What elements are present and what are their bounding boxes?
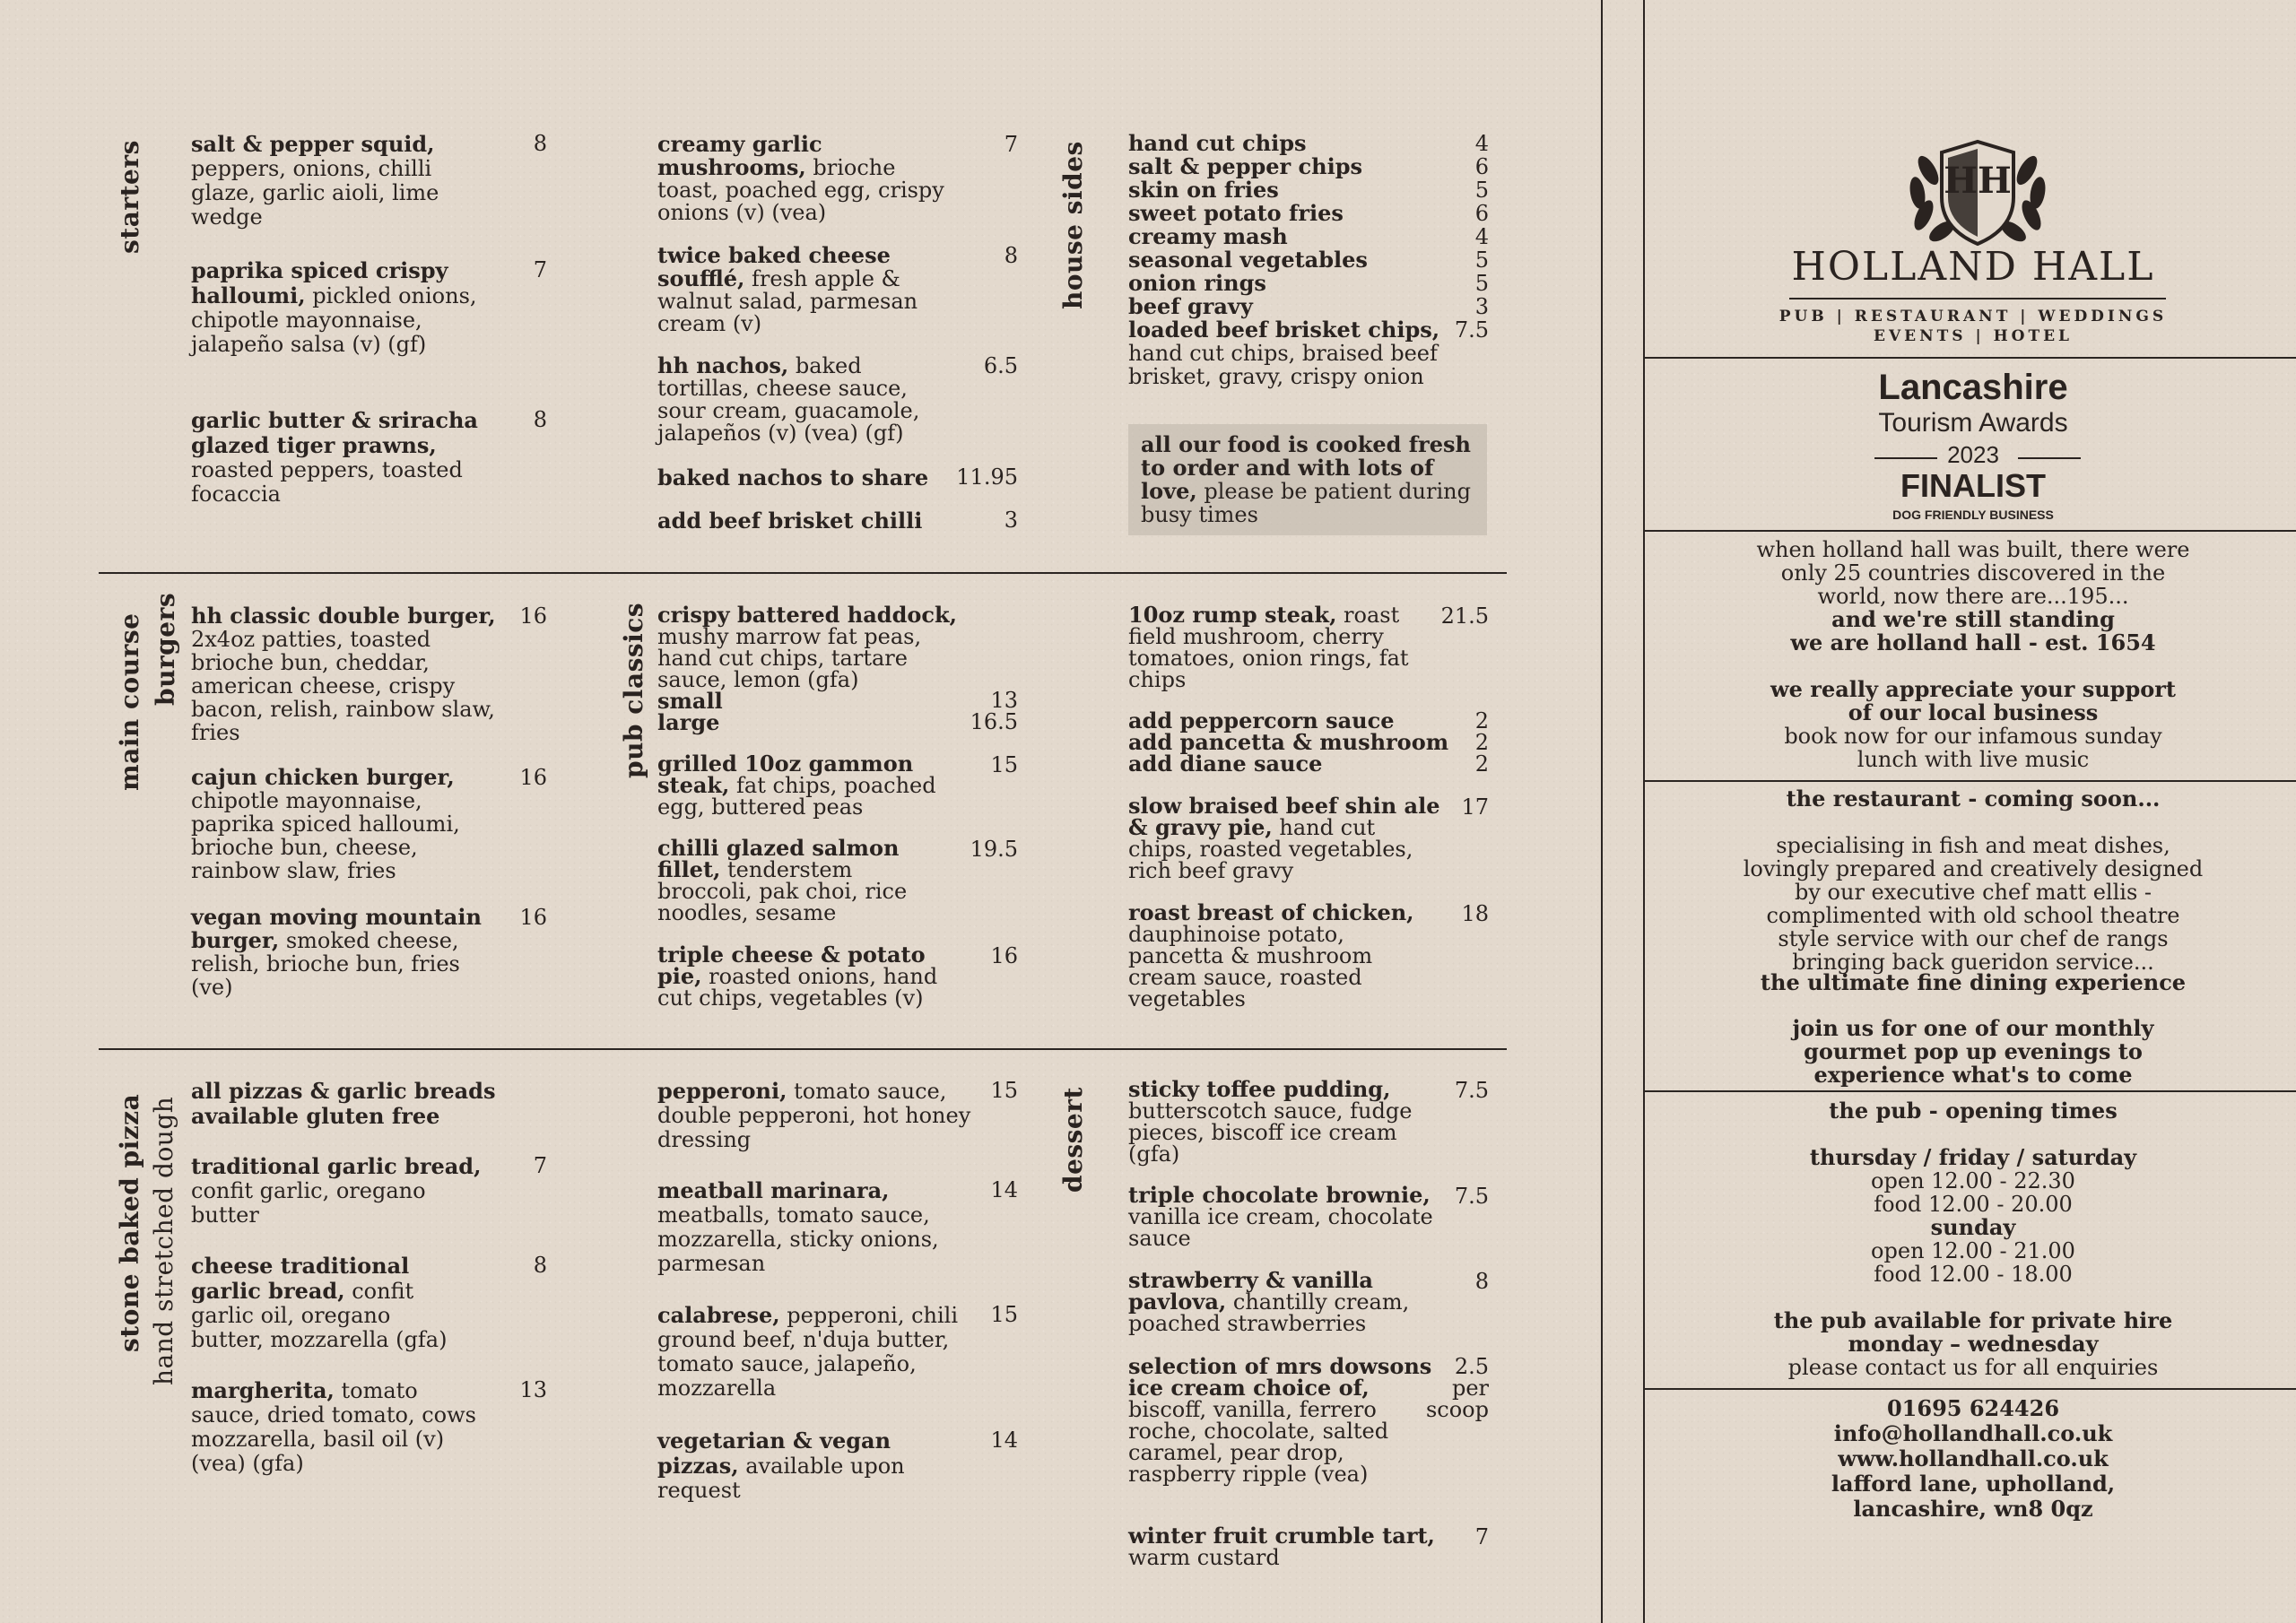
menu-item: small <box>657 688 723 714</box>
side-item: salt & pepper chips <box>1128 153 1362 179</box>
item-price: 15 <box>990 1302 1018 1327</box>
private-hire: the pub available for private hire <box>1773 1307 2173 1333</box>
menu-item: calabrese, pepperoni, chili ground beef, n'duja butter, tomato sauce, jalapeño, mozzarella <box>657 1302 959 1401</box>
item-price: 2 <box>1474 730 1489 755</box>
award-category: DOG FRIENDLY BUSINESS <box>1892 508 2054 522</box>
menu-item: strawberry & vanilla pavlova, chantilly cream, poached strawberries <box>1128 1267 1410 1336</box>
side-item: sweet potato fries <box>1128 200 1344 226</box>
menu-item: vegetarian & vegan pizzas, available upon request <box>657 1428 905 1503</box>
item-price: 13 <box>990 688 1018 713</box>
popup-evenings: join us for one of our monthly gourmet pop up evenings to experience what's to come <box>1792 1015 2154 1088</box>
item-price: 3 <box>1474 294 1489 319</box>
item-price: 2.5 per scoop <box>1425 1354 1489 1422</box>
pub-open-1: open 12.00 - 22.30 <box>1871 1168 2075 1193</box>
section-hand-stretched-dough: hand stretched dough <box>149 1096 178 1385</box>
side-item: skin on fries <box>1128 177 1279 203</box>
menu-item: triple cheese & potato pie, roasted onions, hand cut chips, vegetables (v) <box>657 942 938 1011</box>
menu-item: traditional garlic bread, confit garlic, oregano butter <box>191 1153 482 1228</box>
sauce-item: add pancetta & mushroom <box>1128 729 1449 755</box>
menu-item: cajun chicken burger, chipotle mayonnaise, paprika spiced halloumi, brioche bun, cheese, rainbow slaw, fries <box>191 764 460 883</box>
fold-line-right <box>1643 0 1645 1623</box>
address-line-1: lafford lane, upholland, <box>1831 1471 2116 1497</box>
pub-food-1: food 12.00 - 20.00 <box>1874 1192 2073 1217</box>
menu-item: winter fruit crumble tart, warm custard <box>1128 1523 1435 1570</box>
menu-item: grilled 10oz gammon steak, fat chips, poached egg, buttered peas <box>657 751 936 820</box>
item-price: 7 <box>533 257 547 282</box>
item-price: 16 <box>519 905 547 930</box>
fold-line-left <box>1601 0 1603 1623</box>
side-item: seasonal vegetables <box>1128 247 1368 273</box>
menu-item: meatball marinara, meatballs, tomato sauce, mozzarella, sticky onions, parmesan <box>657 1177 939 1276</box>
section-dessert: dessert <box>1058 1087 1088 1193</box>
item-price: 14 <box>990 1177 1018 1202</box>
menu-item: sticky toffee pudding, butterscotch sauce, fudge pieces, biscoff ice cream (gfa) <box>1128 1076 1413 1167</box>
crest-letters: HH <box>1944 160 2012 202</box>
item-price: 16 <box>519 765 547 790</box>
website-link[interactable]: www.hollandhall.co.uk <box>1838 1445 2109 1471</box>
divider-mains-pizza <box>99 1048 1507 1050</box>
panel-divider <box>1645 1090 2296 1092</box>
item-price: 7 <box>1004 132 1018 157</box>
menu-item: loaded beef brisket chips, hand cut chips, braised beef brisket, gravy, crispy onion <box>1128 317 1440 389</box>
phone-number[interactable]: 01695 624426 <box>1886 1395 2060 1421</box>
side-item: beef gravy <box>1128 293 1253 319</box>
pub-food-2: food 12.00 - 18.00 <box>1874 1262 2073 1287</box>
brand-tagline-2: EVENTS | HOTEL <box>1873 327 2074 345</box>
item-price: 7.5 <box>1454 1078 1489 1103</box>
menu-item: crispy battered haddock, mushy marrow fat peas, hand cut chips, tartare sauce, lemon (gfa) <box>657 602 957 692</box>
item-price: 8 <box>1474 1269 1489 1294</box>
section-stone-baked-pizza: stone baked pizza <box>115 1093 144 1352</box>
panel-divider <box>1645 780 2296 782</box>
brand-tagline-1: PUB | RESTAURANT | WEDDINGS <box>1779 308 2168 325</box>
address-line-2: lancashire, wn8 0qz <box>1853 1496 2093 1522</box>
menu-item: slow braised beef shin ale & gravy pie, hand cut chips, roasted vegetables, rich beef gravy <box>1128 793 1440 883</box>
side-item: onion rings <box>1128 270 1266 296</box>
item-price: 18 <box>1461 901 1489 926</box>
item-price: 16 <box>990 943 1018 968</box>
item-price: 13 <box>519 1377 547 1402</box>
menu-item: all pizzas & garlic breads available gluten free <box>191 1078 496 1129</box>
item-price: 15 <box>990 752 1018 777</box>
item-price: 3 <box>1004 508 1018 533</box>
item-price: 7 <box>1474 1524 1489 1549</box>
item-price: 6 <box>1474 154 1489 179</box>
item-price: 6.5 <box>983 353 1018 378</box>
panel-divider <box>1645 357 2296 359</box>
menu-item: paprika spiced crispy halloumi, pickled onions, chipotle mayonnaise, jalapeño salsa (v) (gf) <box>191 257 477 357</box>
section-pub-classics: pub classics <box>619 602 648 778</box>
side-item: hand cut chips <box>1128 130 1307 156</box>
section-main-course: main course <box>115 612 144 791</box>
fresh-food-note: all our food is cooked fresh to order and with lots of love, please be patient during busy times <box>1128 424 1487 535</box>
award-lancashire: Lancashire <box>1878 368 2068 407</box>
restaurant-title: the restaurant - coming soon... <box>1786 785 2161 812</box>
item-price: 17 <box>1461 794 1489 820</box>
menu-item: roast breast of chicken, dauphinoise potato, pancetta & mushroom cream sauce, roasted vegetables <box>1128 899 1414 1011</box>
item-price: 5 <box>1474 247 1489 273</box>
menu-item: hh classic double burger, 2x4oz patties, toasted brioche bun, cheddar, american cheese, crispy bacon, relish, rainbow slaw, fries <box>191 603 496 745</box>
menu-item: twice baked cheese soufflé, fresh apple & walnut salad, parmesan cream (v) <box>657 242 918 336</box>
item-price: 16 <box>519 603 547 629</box>
item-price: 15 <box>990 1078 1018 1103</box>
menu-item: garlic butter & sriracha glazed tiger prawns, roasted peppers, toasted focaccia <box>191 407 478 507</box>
menu-item: add beef brisket chilli <box>657 508 923 534</box>
restaurant-fine-dining: the ultimate fine dining experience <box>1760 969 2187 995</box>
panel-divider <box>1645 530 2296 532</box>
menu-item: large <box>657 709 720 735</box>
item-price: 8 <box>533 131 547 156</box>
item-price: 16.5 <box>970 709 1018 734</box>
menu-item: baked nachos to share <box>657 464 929 490</box>
item-price: 19.5 <box>970 837 1018 862</box>
pub-open-2: open 12.00 - 21.00 <box>1871 1238 2075 1263</box>
history-standing: and we're still standing <box>1831 606 2115 632</box>
item-price: 14 <box>990 1428 1018 1453</box>
item-price: 7.5 <box>1454 317 1489 343</box>
menu-item: creamy garlic mushrooms, brioche toast, poached egg, crispy onions (v) (vea) <box>657 131 944 225</box>
menu-item: triple chocolate brownie, vanilla ice cream, chocolate sauce <box>1128 1182 1433 1251</box>
item-price: 11.95 <box>956 464 1018 490</box>
pub-days-2: sunday <box>1930 1214 2016 1240</box>
item-price: 2 <box>1474 751 1489 777</box>
sauce-item: add diane sauce <box>1128 751 1323 777</box>
section-starters: starters <box>115 140 144 254</box>
menu-item: cheese traditional garlic bread, confit garlic oil, oregano butter, mozzarella (gfa) <box>191 1253 448 1352</box>
menu-item: salt & pepper squid, peppers, onions, chilli glaze, garlic aioli, lime wedge <box>191 131 439 230</box>
item-price: 6 <box>1474 201 1489 226</box>
award-finalist: FINALIST <box>1900 467 2046 504</box>
history-text: when holland hall was built, there were only 25 countries discovered in the world, now there are...195... <box>1756 537 2190 609</box>
pub-title: the pub - opening times <box>1829 1098 2118 1124</box>
menu-item: selection of mrs dowsons ice cream choice of, biscoff, vanilla, ferrero roche, chocolate, salted caramel, pear drop, raspberry ripple (vea) <box>1128 1353 1432 1487</box>
menu-item: hh nachos, baked tortillas, cheese sauce, sour cream, guacamole, jalapeños (v) (vea) (gf) <box>657 352 920 446</box>
section-burgers: burgers <box>151 592 180 706</box>
item-price: 7 <box>533 1153 547 1178</box>
item-price: 21.5 <box>1440 603 1489 629</box>
private-hire-days: monday – wednesday <box>1848 1331 2099 1357</box>
item-price: 4 <box>1474 131 1489 156</box>
pub-days-1: thursday / friday / saturday <box>1809 1144 2137 1170</box>
award-tourism-awards: Tourism Awards <box>1878 408 2068 438</box>
menu-item: chilli glazed salmon fillet, tenderstem broccoli, pak choi, rice noodles, sesame <box>657 835 908 925</box>
brand-underline <box>1789 298 2166 299</box>
menu-item: margherita, tomato sauce, dried tomato, cows mozzarella, basil oil (v) (vea) (gfa) <box>191 1377 476 1476</box>
item-price: 2 <box>1474 708 1489 733</box>
history-est: we are holland hall - est. 1654 <box>1790 629 2156 655</box>
item-price: 4 <box>1474 224 1489 249</box>
divider-starters-mains <box>99 572 1507 574</box>
menu-item: pepperoni, tomato sauce, double pepperoni, hot honey dressing <box>657 1078 971 1152</box>
item-price: 8 <box>1004 243 1018 268</box>
side-item: creamy mash <box>1128 223 1288 249</box>
award-year: 2023 <box>1947 441 1999 468</box>
email-link[interactable]: info@hollandhall.co.uk <box>1833 1420 2113 1446</box>
menu-item: 10oz rump steak, roast field mushroom, cherry tomatoes, onion rings, fat chips <box>1128 602 1409 692</box>
sauce-item: add peppercorn sauce <box>1128 707 1395 733</box>
support-text: we really appreciate your support of our local business <box>1770 676 2176 725</box>
restaurant-body: specialising in fish and meat dishes, lovingly prepared and creatively designed by our executive chef matt ellis - complimented with old school theatre style service with our chef de rangs bringing back gueridon service... <box>1743 833 2204 975</box>
item-price: 7.5 <box>1454 1184 1489 1209</box>
sunday-lunch-text: book now for our infamous sunday lunch with live music <box>1784 724 2162 772</box>
menu-item: vegan moving mountain burger, smoked cheese, relish, brioche bun, fries (ve) <box>191 904 482 1000</box>
section-house-sides: house sides <box>1058 141 1088 309</box>
item-price: 5 <box>1474 178 1489 203</box>
item-price: 8 <box>533 1253 547 1278</box>
item-price: 8 <box>533 407 547 432</box>
item-price: 5 <box>1474 271 1489 296</box>
brand-name: HOLLAND HALL <box>1791 244 2155 290</box>
contact-enquiries: please contact us for all enquiries <box>1787 1355 2159 1380</box>
panel-divider <box>1645 1388 2296 1390</box>
